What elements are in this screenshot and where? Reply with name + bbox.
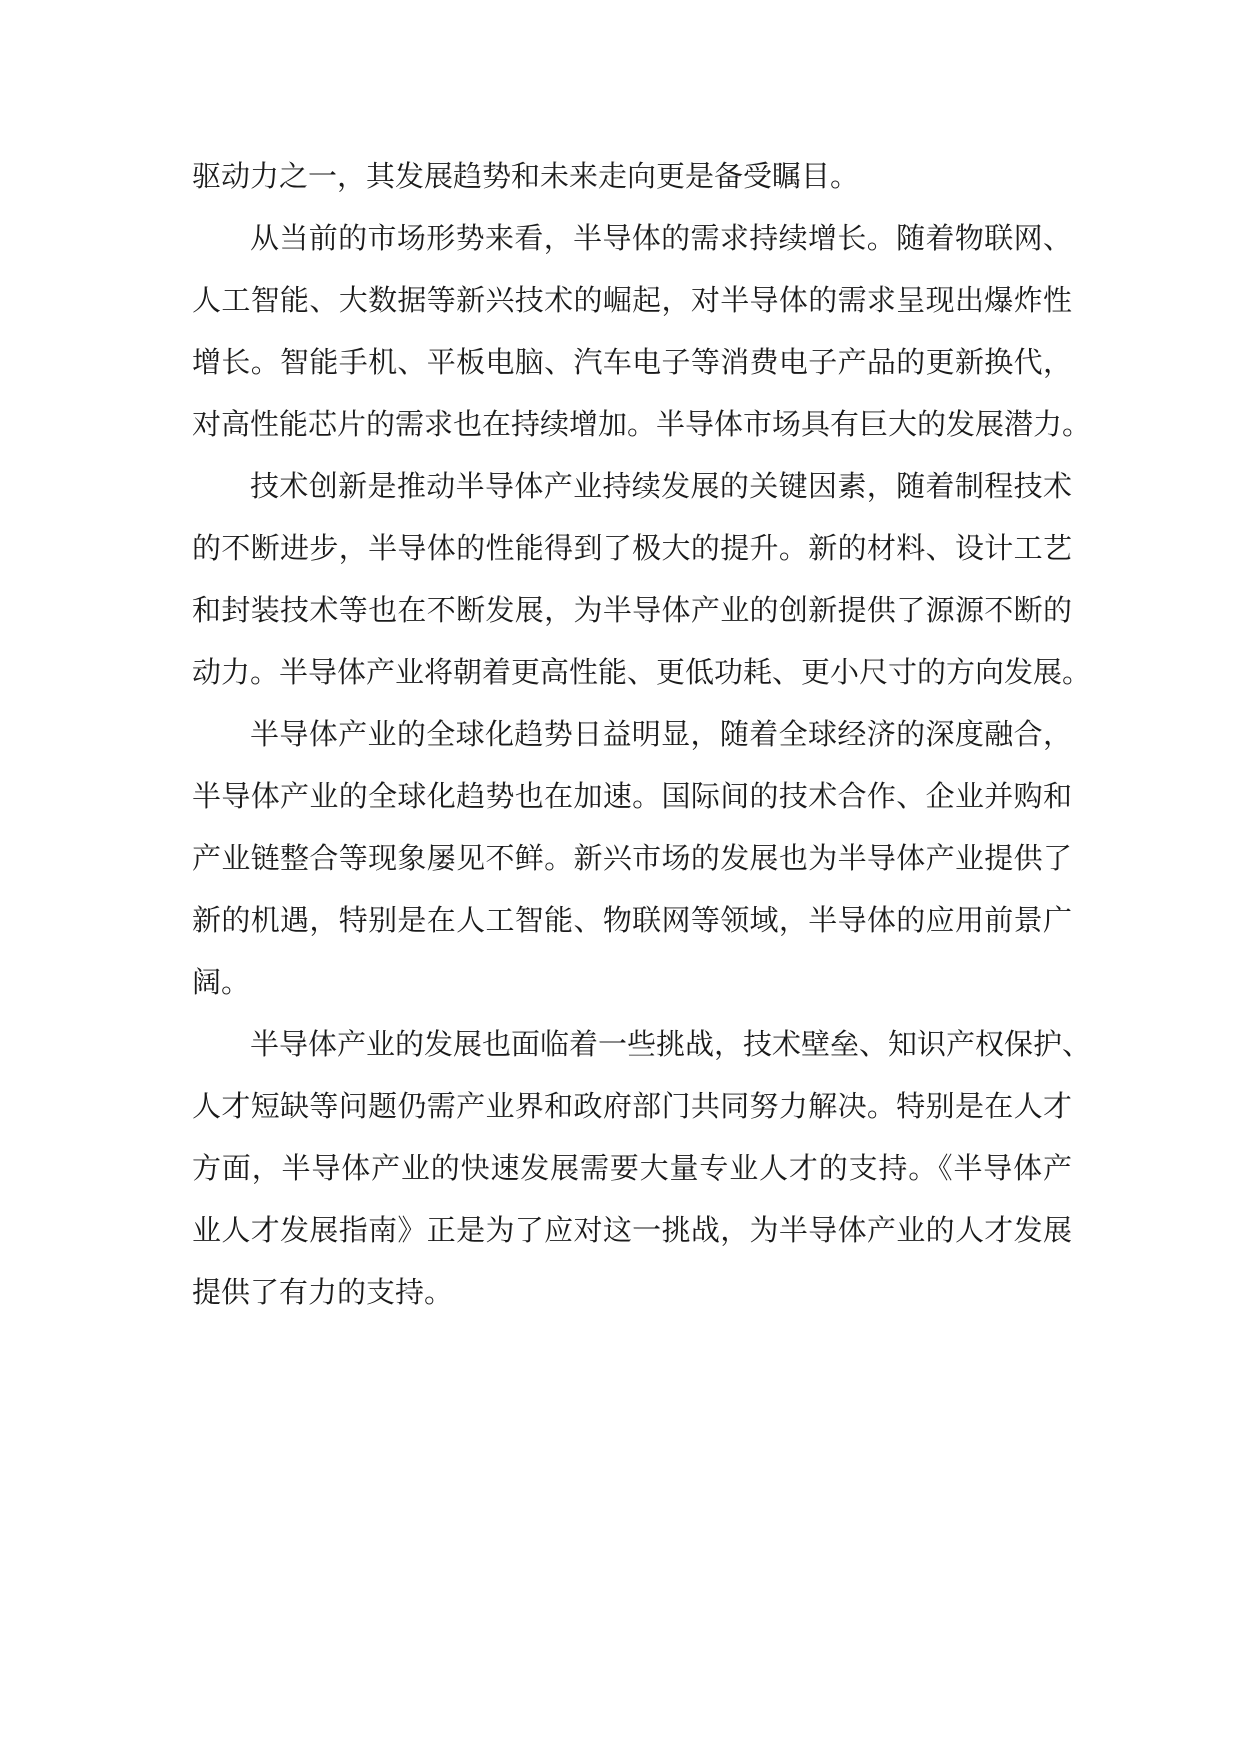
text-line: 产业链整合等现象屡见不鲜。新兴市场的发展也为半导体产业提供了 xyxy=(192,841,1072,875)
text-line: 新的机遇，特别是在人工智能、物联网等领域，半导体的应用前景广 xyxy=(192,903,1072,937)
text-line: 的不断进步，半导体的性能得到了极大的提升。新的材料、设计工艺 xyxy=(192,531,1072,565)
text-line: 方面，半导体产业的快速发展需要大量专业人才的支持。《半导体产 xyxy=(192,1151,1072,1185)
text-line: 提供了有力的支持。 xyxy=(192,1275,454,1309)
text-line: 半导体产业的发展也面临着一些挑战，技术壁垒、知识产权保护、 xyxy=(250,1027,1092,1061)
text-line: 业人才发展指南》正是为了应对这一挑战，为半导体产业的人才发展 xyxy=(192,1213,1072,1247)
text-line: 驱动力之一，其发展趋势和未来走向更是备受瞩目。 xyxy=(192,159,860,193)
text-line: 增长。智能手机、平板电脑、汽车电子等消费电子产品的更新换代， xyxy=(192,345,1072,379)
text-line: 技术创新是推动半导体产业持续发展的关键因素，随着制程技术 xyxy=(250,469,1072,503)
text-line: 动力。半导体产业将朝着更高性能、更低功耗、更小尺寸的方向发展。 xyxy=(192,655,1092,689)
text-line: 人工智能、大数据等新兴技术的崛起，对半导体的需求呈现出爆炸性 xyxy=(192,283,1072,317)
text-line: 阔。 xyxy=(192,965,251,999)
body-text xyxy=(192,145,1092,1323)
text-line: 人才短缺等问题仍需产业界和政府部门共同努力解决。特别是在人才 xyxy=(192,1089,1072,1123)
text-line: 从当前的市场形势来看，半导体的需求持续增长。随着物联网、 xyxy=(250,221,1072,255)
text-line: 和封装技术等也在不断发展，为半导体产业的创新提供了源源不断的 xyxy=(192,593,1072,627)
text-line: 半导体产业的全球化趋势也在加速。国际间的技术合作、企业并购和 xyxy=(192,779,1072,813)
text-line: 半导体产业的全球化趋势日益明显，随着全球经济的深度融合， xyxy=(250,717,1072,751)
text-line: 对高性能芯片的需求也在持续增加。半导体市场具有巨大的发展潜力。 xyxy=(192,407,1092,441)
